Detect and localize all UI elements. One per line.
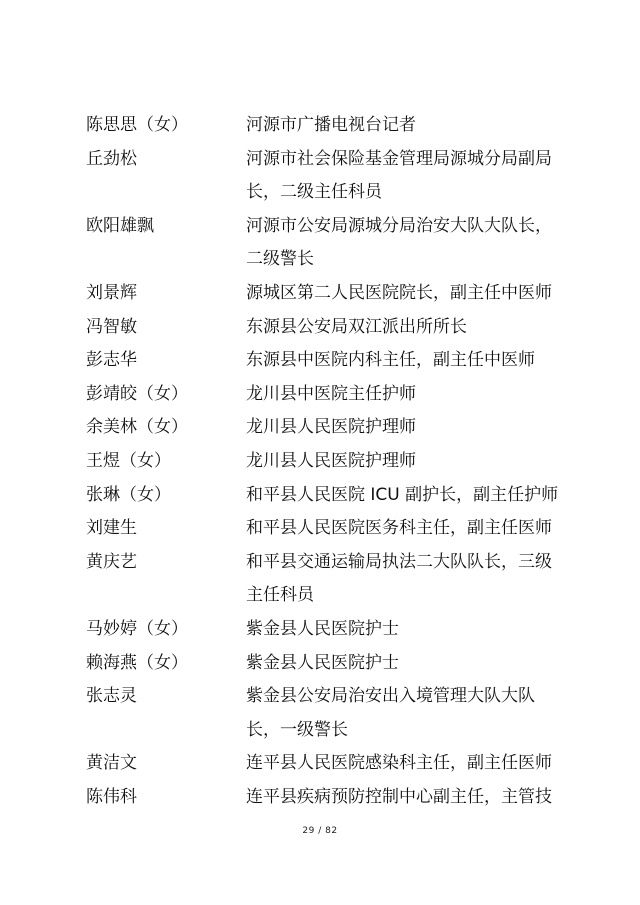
personnel-list	[86, 109, 566, 814]
person-name: 刘建生	[86, 518, 137, 539]
list-item	[86, 445, 566, 479]
person-title	[246, 479, 564, 513]
person-title	[246, 109, 564, 143]
person-title	[246, 613, 564, 647]
person-title	[246, 411, 564, 445]
list-item	[86, 747, 566, 781]
person-title	[246, 143, 564, 210]
person-title	[246, 747, 564, 781]
person-name: 马妙婷（女）	[86, 618, 188, 639]
title-line: 长，二级主任科员	[246, 182, 382, 203]
person-name: 张志灵	[86, 686, 137, 707]
person-title	[246, 781, 564, 815]
list-item	[86, 109, 566, 143]
person-name: 黄洁文	[86, 753, 137, 774]
person-title	[246, 512, 564, 546]
person-name: 丘劲松	[86, 148, 137, 169]
list-item	[86, 277, 566, 311]
person-name: 欧阳雄飘	[86, 215, 154, 236]
list-item	[86, 781, 566, 815]
title-line: 龙川县中医院主任护师	[246, 383, 416, 404]
person-name: 王煜（女）	[86, 450, 171, 471]
person-title	[246, 680, 564, 747]
person-name: 刘景辉	[86, 282, 137, 303]
title-line: 龙川县人民医院护理师	[246, 417, 416, 438]
title-line: 源城区第二人民医院院长，副主任中医师	[246, 282, 552, 303]
title-line: 和平县人民医院 ICU 副护长，副主任护师	[246, 484, 559, 505]
list-item	[86, 680, 566, 747]
person-title	[246, 378, 564, 412]
list-item	[86, 647, 566, 681]
title-line: 连平县疾病预防控制中心副主任，主管技	[246, 786, 552, 807]
title-line: 河源市广播电视台记者	[246, 115, 416, 135]
person-name: 赖海燕（女）	[86, 652, 188, 673]
title-line: 主任科员	[246, 585, 314, 606]
title-line: 连平县人民医院感染科主任，副主任医师	[246, 753, 552, 774]
person-name: 黄庆艺	[86, 551, 137, 572]
title-line: 二级警长	[246, 249, 314, 270]
list-item	[86, 378, 566, 412]
person-name: 彭靖皎（女）	[86, 383, 188, 404]
list-item	[86, 479, 566, 513]
person-name: 陈伟科	[86, 786, 137, 807]
list-item	[86, 411, 566, 445]
list-item	[86, 613, 566, 647]
person-name: 张琳（女）	[86, 484, 171, 505]
list-item	[86, 512, 566, 546]
person-title	[246, 445, 564, 479]
title-line: 紫金县人民医院护士	[246, 618, 399, 639]
person-title	[246, 311, 564, 345]
title-line: 河源市公安局源城分局治安大队大队长，	[246, 215, 552, 236]
title-line: 长，一级警长	[246, 719, 348, 740]
person-title	[246, 344, 564, 378]
person-name: 彭志华	[86, 350, 137, 371]
person-name: 冯智敏	[86, 316, 137, 337]
person-name: 余美林（女）	[86, 417, 188, 438]
title-line: 和平县人民医院医务科主任，副主任医师	[246, 518, 552, 539]
list-item	[86, 143, 566, 210]
list-item	[86, 210, 566, 277]
person-title	[246, 277, 564, 311]
title-line: 龙川县人民医院护理师	[246, 450, 416, 471]
title-line: 和平县交通运输局执法二大队队长，三级	[246, 551, 552, 572]
list-item	[86, 546, 566, 613]
title-line: 东源县公安局双江派出所所长	[246, 316, 467, 337]
person-title	[246, 647, 564, 681]
title-line: 东源县中医院内科主任，副主任中医师	[246, 350, 535, 371]
list-item	[86, 344, 566, 378]
person-title	[246, 546, 564, 613]
list-item	[86, 311, 566, 345]
person-name: 陈思思（女）	[86, 115, 188, 135]
person-title	[246, 210, 564, 277]
title-line: 紫金县公安局治安出入境管理大队大队	[246, 686, 535, 707]
title-line: 河源市社会保险基金管理局源城分局副局	[246, 148, 552, 169]
title-line: 紫金县人民医院护士	[246, 652, 399, 673]
page-number: 29 / 82	[302, 826, 338, 836]
